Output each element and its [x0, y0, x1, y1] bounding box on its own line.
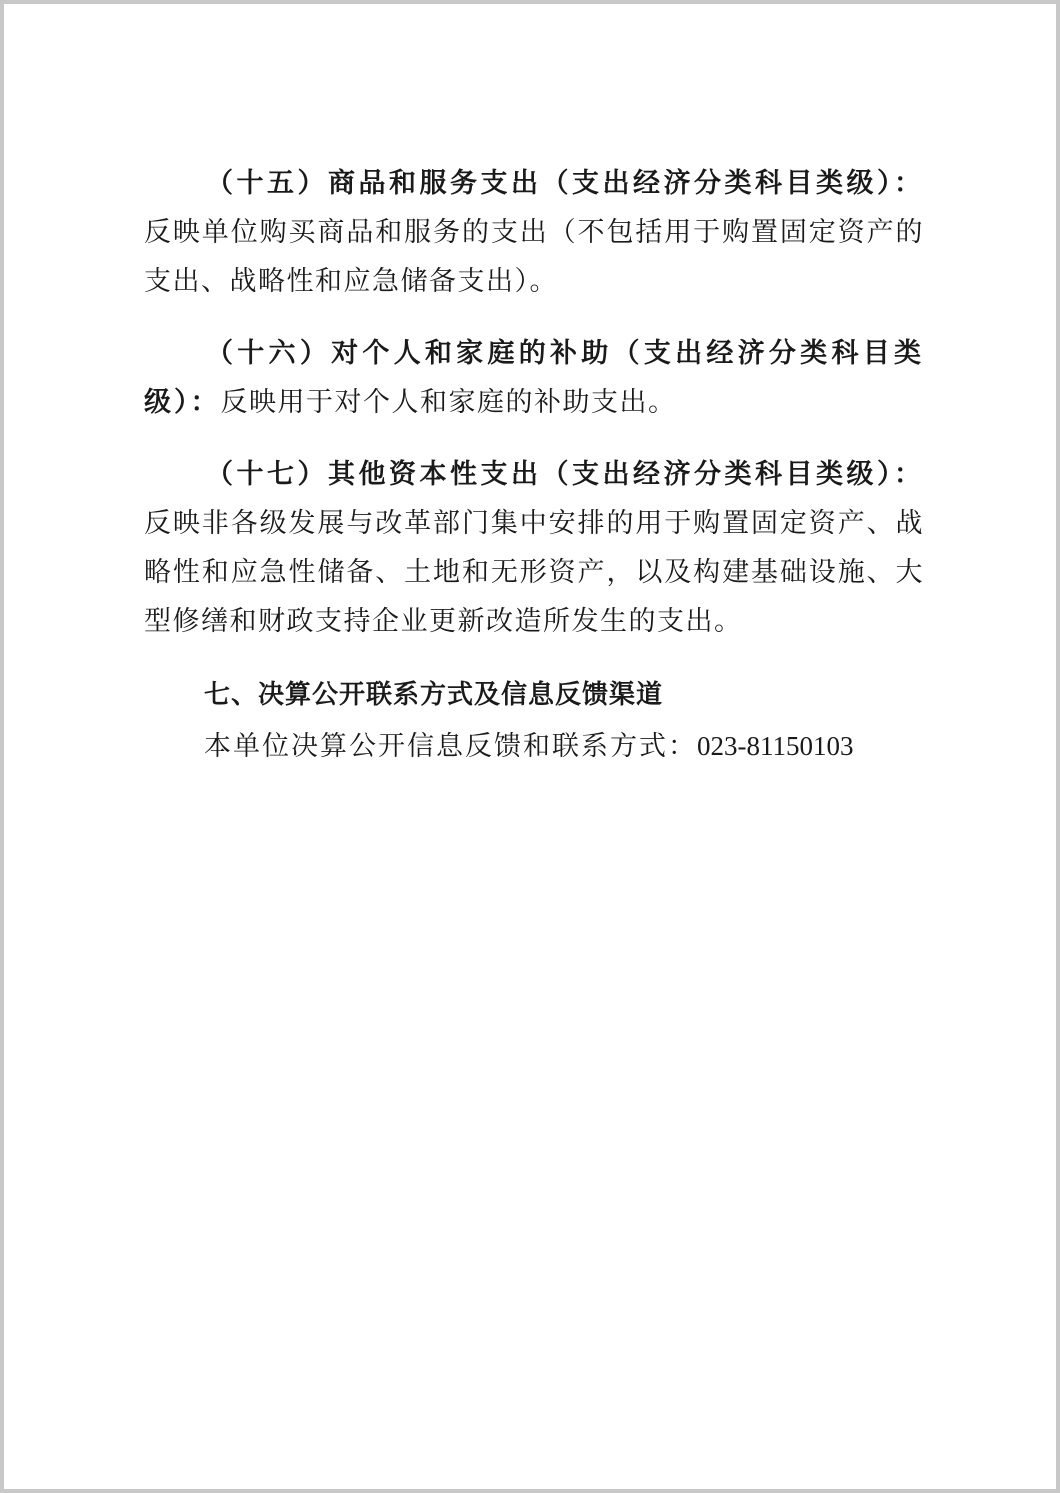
- section-17-body: 反映非各级发展与改革部门集中安排的用于购置固定资产、战略性和应急性储备、土地和无形资产，以及构建基础设施、大型修缮和财政支持企业更新改造所发生的支出。: [144, 508, 924, 637]
- contact-line: [144, 721, 924, 772]
- document-page: [4, 4, 1056, 1489]
- section-15-title: （十五）商品和服务支出（支出经济分类科目类级）：: [206, 168, 924, 199]
- section-16-title: （十六）对个人和家庭的补助（支出经济分类科目类级）：: [144, 338, 924, 418]
- section-17-title: （十七）其他资本性支出（支出经济分类科目类级）：: [206, 459, 924, 490]
- document-content: [144, 159, 924, 772]
- contact-phone: 023-81150103: [697, 731, 854, 761]
- section-16: [144, 329, 924, 427]
- section-16-body: 反映用于对个人和家庭的补助支出。: [220, 387, 677, 418]
- contact-label: 本单位决算公开信息反馈和联系方式：: [204, 731, 697, 762]
- section-15: [144, 159, 924, 306]
- section-17: [144, 450, 924, 646]
- section-heading-contact: 七、决算公开联系方式及信息反馈渠道: [204, 680, 664, 710]
- section-15-body: 反映单位购买商品和服务的支出（不包括用于购置固定资产的支出、战略性和应急储备支出）。: [144, 217, 924, 297]
